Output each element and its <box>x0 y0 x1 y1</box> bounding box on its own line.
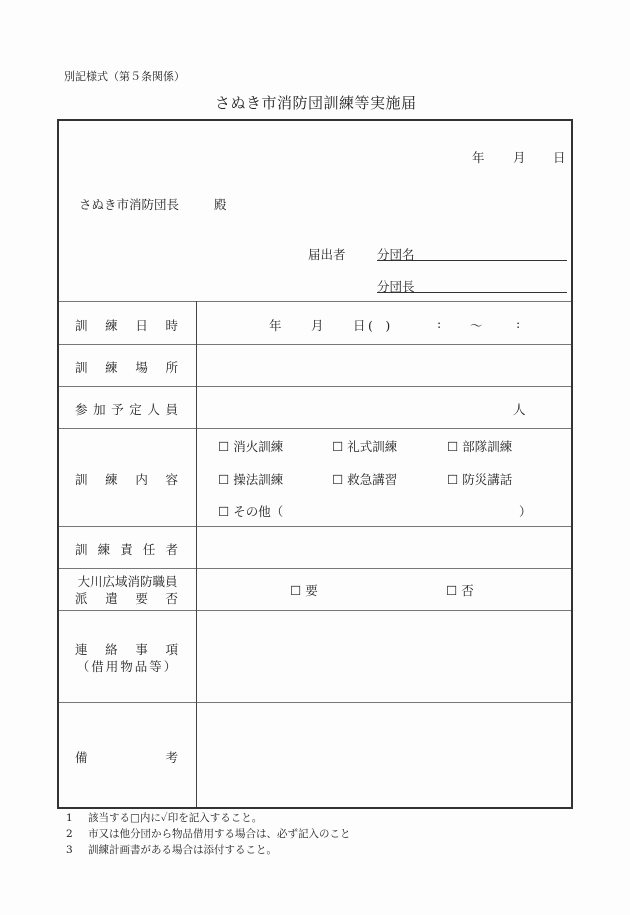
form-frame <box>57 119 573 809</box>
training-leader-field[interactable] <box>198 527 571 568</box>
checkbox-icon[interactable]: ☐ <box>290 583 302 598</box>
remarks-field[interactable] <box>198 703 571 807</box>
branch-chief-label: 分団長 <box>377 279 415 294</box>
note-2: 2 市又は他分団から物品借用する場合は、必ず記入のこと <box>66 828 351 840</box>
column-divider <box>196 301 197 807</box>
option-disaster-talk[interactable]: ☐ 防災講話 <box>447 472 513 487</box>
option-other[interactable]: ☐ その他（ <box>218 504 284 519</box>
submitter-label: 届出者 <box>308 247 346 262</box>
checkbox-icon[interactable]: ☐ <box>218 439 230 454</box>
persons-unit: 人 <box>513 402 526 417</box>
option-first-aid[interactable]: ☐ 救急講習 <box>332 472 398 487</box>
label-contact-matters: 連 絡 事 項 <box>75 642 178 657</box>
checkbox-icon[interactable]: ☐ <box>332 439 344 454</box>
label-remarks: 備 考 <box>75 750 178 765</box>
participants-field[interactable] <box>198 387 571 428</box>
document-title: さぬき市消防団訓練等実施届 <box>215 94 417 112</box>
date-day-label: 日 <box>553 150 566 165</box>
option-unit-training[interactable]: ☐ 部隊訓練 <box>447 439 513 454</box>
label-planned-participants: 参 加 予 定 人 員 <box>75 402 178 417</box>
branch-chief-field[interactable] <box>377 292 567 293</box>
other-close-paren: ） <box>519 504 532 519</box>
option-drill-training[interactable]: ☐ 操法訓練 <box>218 472 284 487</box>
option-ceremonial[interactable]: ☐ 礼式訓練 <box>332 439 398 454</box>
dispatch-no-option[interactable]: ☐ 否 <box>446 583 474 598</box>
contact-matters-field[interactable] <box>198 611 571 702</box>
branch-name-field[interactable] <box>377 260 567 261</box>
label-training-leader: 訓 練 責 任 者 <box>75 542 178 557</box>
note-1: 1 該当する□内に✓印を記入すること。 <box>66 812 263 824</box>
training-location-field[interactable] <box>198 345 571 386</box>
note-3: 3 訓練計画書がある場合は添付すること。 <box>66 844 277 856</box>
divider <box>59 428 571 429</box>
checkbox-icon[interactable]: ☐ <box>447 472 459 487</box>
label-dispatch-line2: 派 遣 要 否 <box>75 591 178 606</box>
checkbox-icon[interactable]: ☐ <box>446 583 458 598</box>
date-month-label: 月 <box>513 150 526 165</box>
option-fire-extinguishing[interactable]: ☐ 消火訓練 <box>218 439 284 454</box>
addressee: さぬき市消防団長 <box>79 197 180 212</box>
label-contact-sub: （借用物品等） <box>76 659 179 674</box>
label-training-location: 訓 練 場 所 <box>75 360 178 375</box>
form-reference: 別記様式（第５条関係） <box>64 70 185 83</box>
label-dispatch-line1: 大川広域消防職員 <box>77 574 178 589</box>
dispatch-yes-option[interactable]: ☐ 要 <box>290 583 318 598</box>
checkbox-icon[interactable]: ☐ <box>447 439 459 454</box>
divider <box>59 568 571 569</box>
label-training-datetime: 訓 練 日 時 <box>75 318 178 333</box>
checkbox-icon[interactable]: ☐ <box>332 472 344 487</box>
label-training-content: 訓 練 内 容 <box>75 472 178 487</box>
honorific: 殿 <box>214 197 227 212</box>
training-datetime-field[interactable]: 年 月 日 ( ) : 〜 : <box>269 316 521 333</box>
branch-name-label: 分団名 <box>377 247 415 262</box>
date-year-label: 年 <box>472 150 485 165</box>
checkbox-icon[interactable]: ☐ <box>218 472 230 487</box>
checkbox-icon[interactable]: ☐ <box>218 504 230 519</box>
